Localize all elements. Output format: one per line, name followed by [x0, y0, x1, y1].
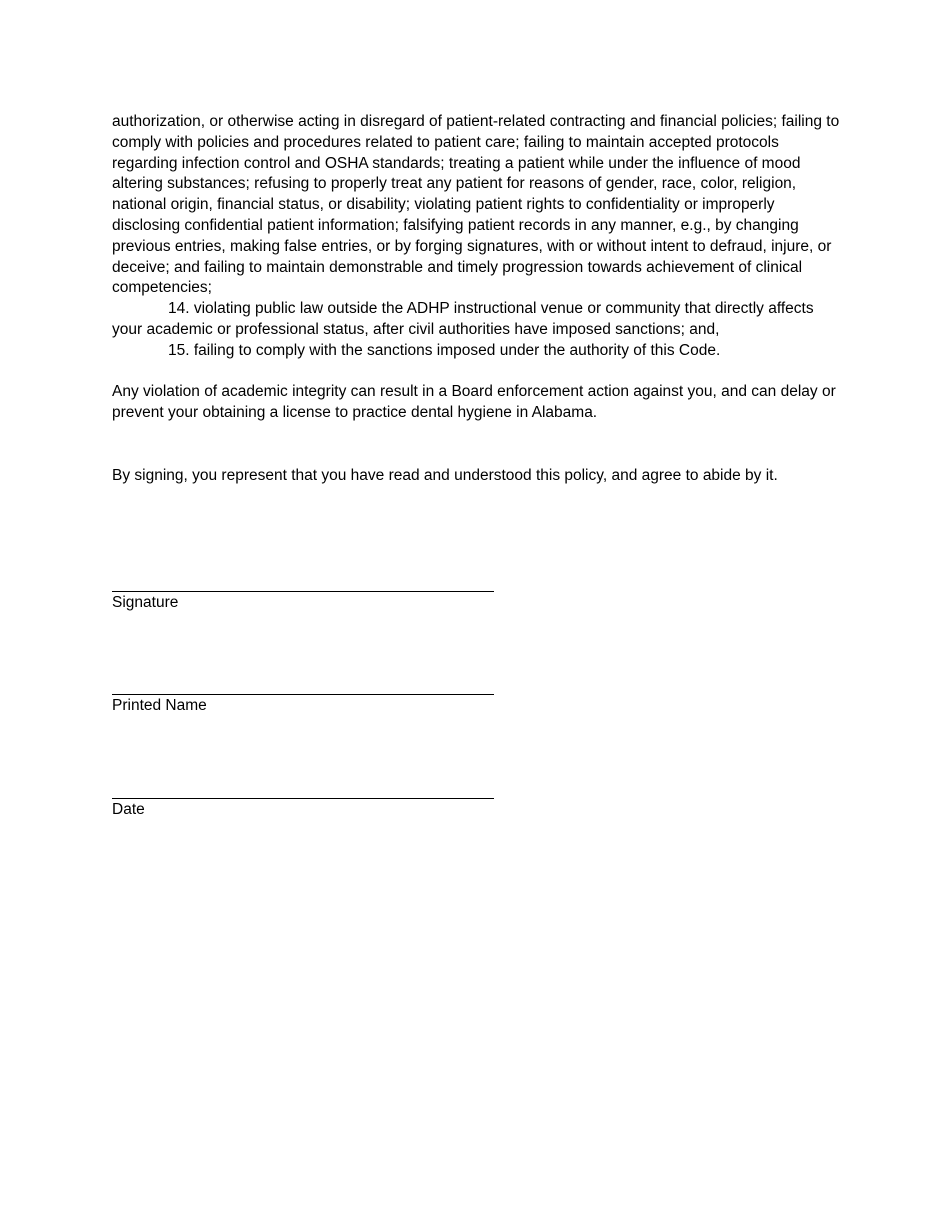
signature-label: Signature — [112, 594, 179, 611]
policy-item-14: 14. violating public law outside the ADHP instructional venue or community that directly affects your academic or professional status, after civil authorities have imposed sanctions; and, — [112, 300, 814, 338]
policy-text — [112, 112, 842, 486]
date-line[interactable] — [112, 778, 494, 799]
printed-name-line[interactable] — [112, 674, 494, 695]
policy-item-15: 15. failing to comply with the sanctions imposed under the authority of this Code. — [168, 341, 721, 359]
signature-field[interactable] — [112, 571, 512, 614]
acknowledgement-statement: By signing, you represent that you have read and understood this policy, and agree to abide by it. — [112, 466, 778, 484]
date-field[interactable] — [112, 778, 512, 821]
printed-name-field[interactable] — [112, 674, 512, 717]
printed-name-label: Printed Name — [112, 697, 207, 714]
violation-notice: Any violation of academic integrity can result in a Board enforcement action against you, and can delay or prevent your obtaining a license to practice dental hygiene in Alabama. — [112, 383, 836, 422]
policy-paragraph-continued: authorization, or otherwise acting in disregard of patient-related contracting and financial policies; failing to comply with policies and procedures related to patient care; failing to maintain accepted protocols regarding infection control and OSHA standards; treating a patient while under the influence of mood altering substances; refusing to properly treat any patient for reasons of gender, race, color, religion, national origin, financial status, or disability; violating patient rights to confidentiality or improperly disclosing confidential patient information; falsifying patient records in any manner, e.g., by changing previous entries, making false entries, or by forging signatures, with or without intent to defraud, injure, or deceive; and failing to maintain demonstrable and timely progression towards achievement of clinical competencies; — [112, 113, 840, 297]
signature-line[interactable] — [112, 571, 494, 592]
date-label: Date — [112, 801, 145, 818]
